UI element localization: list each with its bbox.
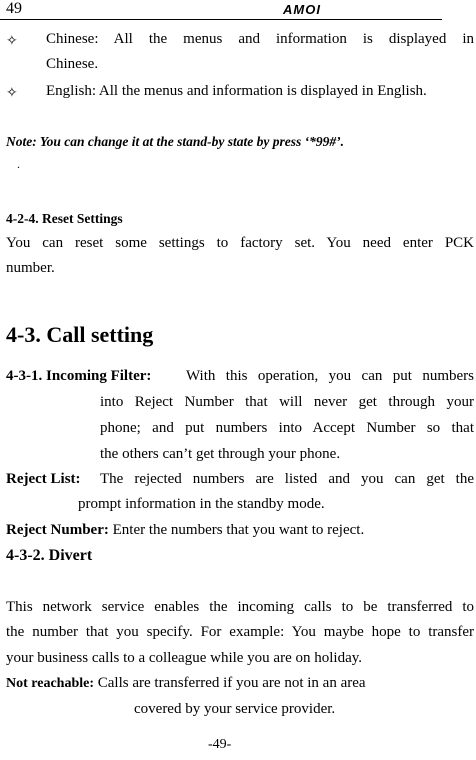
chinese-option-line2: Chinese. <box>46 56 99 72</box>
reset-line1: You can reset some settings to factory set. You need enter PCK <box>6 235 474 251</box>
reject-list-label: Reject List: <box>6 471 81 487</box>
brand-logo: AMOI <box>283 2 321 17</box>
reject-list-line1: The rejected numbers are listed and you can get the <box>100 471 474 487</box>
note-text: Note: You can change it at the stand-by state by press ‘*99#’. <box>6 134 344 149</box>
note-dot: . <box>17 157 20 171</box>
chinese-option-line1: Chinese: All the menus and information is displayed in <box>46 31 474 47</box>
divert-line3: your business calls to a colleague while you are on holiday. <box>6 650 363 666</box>
incoming-filter-line3: phone; and put numbers into Accept Number so that <box>100 420 474 436</box>
not-reachable-label: Not reachable: <box>6 676 94 691</box>
reset-settings-heading: 4-2-4. Reset Settings <box>6 211 123 226</box>
footer-page-number: -49- <box>208 737 232 752</box>
english-option: English: All the menus and information is displayed in English. <box>46 83 427 99</box>
not-reachable-line <box>6 675 366 692</box>
call-setting-heading: 4-3. Call setting <box>6 322 154 347</box>
incoming-filter-label: 4-3-1. Incoming Filter: <box>6 368 152 384</box>
reject-number-text: Enter the numbers that you want to reject. <box>112 522 365 538</box>
diamond-bullet-icon: ✧ <box>6 86 18 101</box>
reject-number-line <box>6 522 364 539</box>
divert-line2: the number that you specify. For example: You maybe hope to transfer <box>6 624 474 640</box>
divert-heading: 4-3-2. Divert <box>6 547 93 564</box>
divert-line1: This network service enables the incoming calls to be transferred to <box>6 599 474 615</box>
reject-list-line2: prompt information in the standby mode. <box>78 496 325 512</box>
header-divider <box>0 19 442 20</box>
not-reachable-line2: covered by your service provider. <box>134 701 336 717</box>
incoming-filter-line1: With this operation, you can put numbers <box>186 368 474 384</box>
reset-line2: number. <box>6 260 55 276</box>
reject-number-label: Reject Number: <box>6 522 109 538</box>
diamond-bullet-icon: ✧ <box>6 34 18 49</box>
incoming-filter-line4: the others can’t get through your phone. <box>100 446 341 462</box>
incoming-filter-line2: into Reject Number that will never get through your <box>100 394 474 410</box>
header-page-number: 49 <box>6 0 22 17</box>
not-reachable-line1: Calls are transferred if you are not in an area <box>97 675 366 691</box>
